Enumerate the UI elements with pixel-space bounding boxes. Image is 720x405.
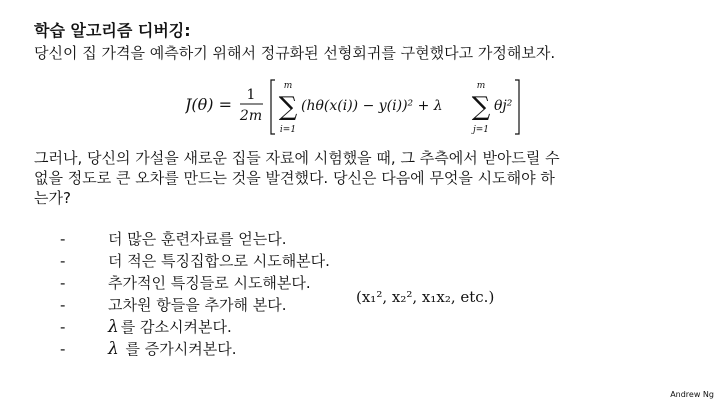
sum2-term: θj² [494, 98, 513, 114]
paragraph-line: 없을 정도로 큰 오차를 만드는 것을 발견했다. 당신은 다음에 무엇을 시도해야 하 [34, 169, 555, 187]
sum1-top: m [283, 81, 293, 91]
bullet-dash: - [60, 296, 66, 314]
formula-fraction-den: 2m [239, 108, 263, 124]
right-bracket [515, 80, 519, 134]
formula-svg [185, 72, 525, 142]
bullet-dash: - [60, 274, 66, 292]
sum1-sigma: ∑ [278, 92, 298, 122]
paragraph-line: 는가? [34, 189, 71, 207]
bullet-text: 를 감소시켜본다. [120, 318, 232, 336]
bullet-dash: - [60, 318, 66, 336]
author-footer: Andrew Ng [670, 390, 714, 399]
bullet-text: 더 많은 훈련자료를 얻는다. [108, 230, 287, 248]
formula-fraction-num: 1 [246, 87, 256, 103]
slide-subtitle: 당신이 집 가격을 예측하기 위해서 정규화된 선형회귀를 구현했다고 가정해보자. [34, 44, 556, 62]
higher-order-terms-math: (x₁², x₂², x₁x₂, etc.) [356, 288, 495, 306]
bullet-text: 고차원 항들을 추가해 본다. [108, 296, 287, 314]
left-bracket [271, 80, 275, 134]
bullet-text-with-lambda [108, 338, 237, 360]
paragraph-line: 그러나, 당신의 가설을 새로운 집들 자료에 시험했을 때, 그 추측에서 받아드릴 수 [34, 149, 560, 167]
lambda-symbol: λ [108, 339, 119, 359]
bullet-dash: - [60, 252, 66, 270]
problem-paragraph [34, 148, 694, 208]
cost-function-formula [185, 72, 525, 142]
bullet-dash: - [60, 230, 66, 248]
bullet-text-with-lambda [108, 316, 232, 338]
sum2-sigma: ∑ [471, 92, 491, 122]
sum2-bottom: j=1 [472, 125, 490, 135]
sum2-top: m [476, 81, 486, 91]
bullet-dash: - [60, 340, 66, 358]
sum1-bottom: i=1 [279, 125, 297, 135]
slide-title: 학습 알고리즘 디버깅: [34, 21, 191, 40]
bullet-text: 추가적인 특징들로 시도해본다. [108, 274, 311, 292]
sum1-term: (hθ(x(i)) − y(i))² + λ [301, 98, 443, 114]
formula-lhs: J(θ) = [185, 95, 233, 114]
bullet-text: 더 적은 특징집합으로 시도해본다. [108, 252, 330, 270]
lambda-symbol: λ [108, 317, 119, 337]
bullet-text: 를 증가시켜본다. [120, 340, 237, 358]
